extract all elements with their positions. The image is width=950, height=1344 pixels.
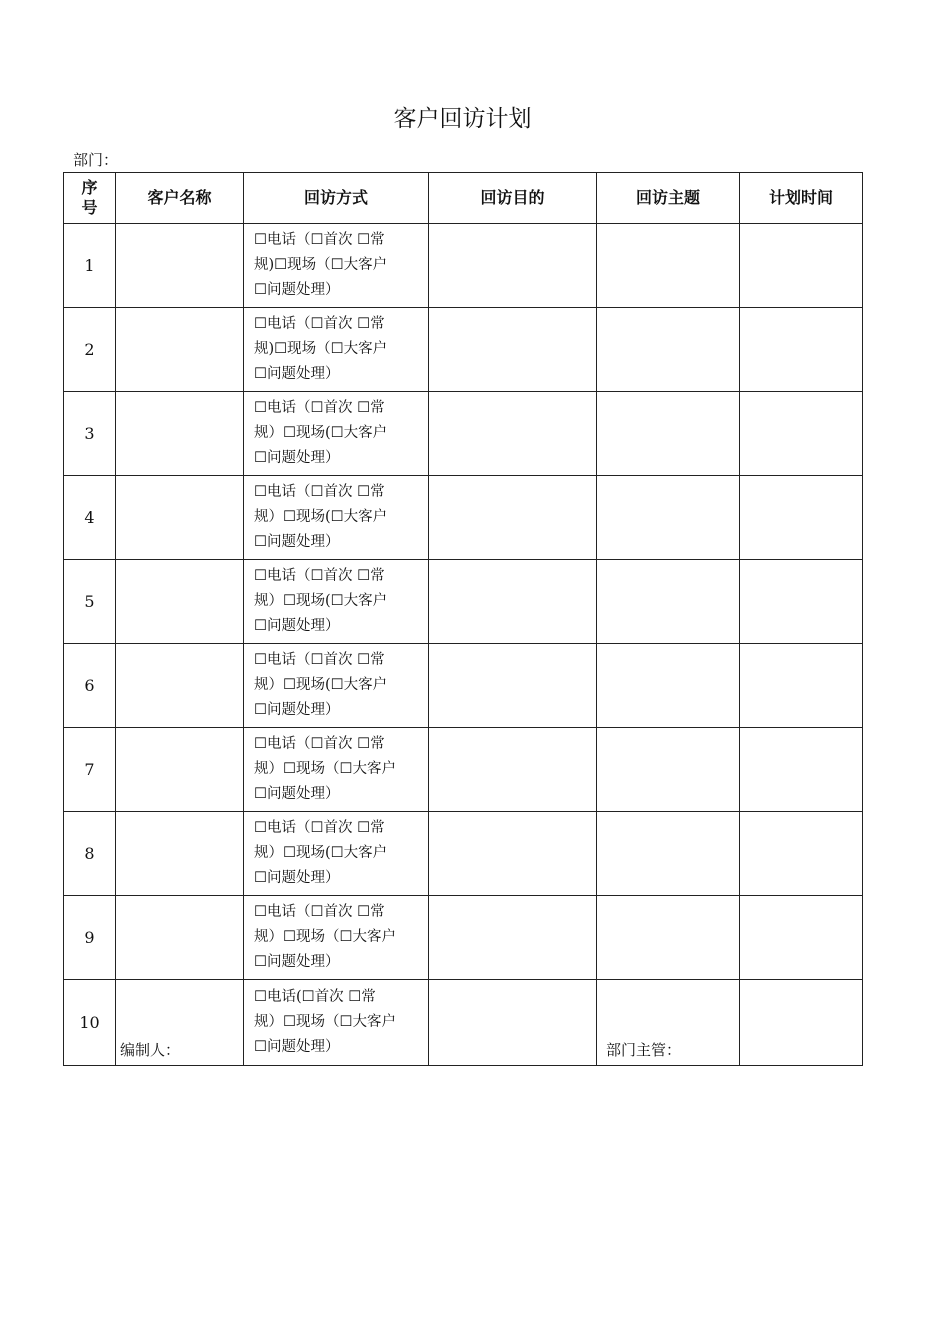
method-line: 规）☐现场(☐大客户 <box>254 425 388 441</box>
header-client-name: 客户名称 <box>116 173 244 224</box>
method-line: ☐电话(☐首次 ☐常 <box>254 989 376 1005</box>
plan-time-cell[interactable] <box>740 560 863 644</box>
table-row <box>64 308 863 392</box>
purpose-cell[interactable] <box>429 224 597 308</box>
purpose-cell[interactable] <box>429 896 597 980</box>
purpose-cell[interactable] <box>429 476 597 560</box>
table-header-row <box>64 173 863 224</box>
method-cell[interactable] <box>244 812 429 896</box>
method-line: ☐问题处理） <box>254 954 340 970</box>
client-name-cell[interactable] <box>116 308 244 392</box>
method-line: ☐问题处理） <box>254 702 340 718</box>
topic-cell[interactable] <box>597 392 740 476</box>
method-line: ☐电话（☐首次 ☐常 <box>254 316 385 332</box>
topic-cell[interactable] <box>597 728 740 812</box>
topic-cell[interactable] <box>597 560 740 644</box>
method-line: ☐问题处理） <box>254 366 340 382</box>
purpose-cell[interactable] <box>429 392 597 476</box>
method-line: ☐电话（☐首次 ☐常 <box>254 232 385 248</box>
plan-time-cell[interactable] <box>740 308 863 392</box>
author-label: 编制人： <box>120 1041 181 1059</box>
table-row <box>64 812 863 896</box>
method-line: ☐电话（☐首次 ☐常 <box>254 568 385 584</box>
header-seq-line1: 序 <box>81 178 98 197</box>
row-seq: 5 <box>64 560 116 644</box>
department-label: 部门： <box>73 151 119 169</box>
row-seq: 9 <box>64 896 116 980</box>
plan-time-cell[interactable] <box>740 896 863 980</box>
client-name-cell[interactable] <box>116 392 244 476</box>
method-cell[interactable] <box>244 476 429 560</box>
topic-cell[interactable] <box>597 476 740 560</box>
table-row <box>64 224 863 308</box>
row-seq: 4 <box>64 476 116 560</box>
header-seq-line2: 号 <box>81 198 98 217</box>
topic-cell[interactable] <box>597 812 740 896</box>
plan-time-cell[interactable] <box>740 224 863 308</box>
header-plan-time: 计划时间 <box>740 173 863 224</box>
client-name-cell[interactable] <box>116 644 244 728</box>
method-cell[interactable] <box>244 308 429 392</box>
plan-time-cell[interactable] <box>740 728 863 812</box>
method-cell[interactable] <box>244 644 429 728</box>
method-line: 规）☐现场（☐大客户 <box>254 929 396 945</box>
method-cell[interactable] <box>244 728 429 812</box>
purpose-cell[interactable] <box>429 812 597 896</box>
row-seq: 7 <box>64 728 116 812</box>
method-cell[interactable] <box>244 980 429 1066</box>
method-line: 规）☐现场（☐大客户 <box>254 1014 396 1030</box>
method-line: 规）☐现场(☐大客户 <box>254 593 388 609</box>
purpose-cell[interactable] <box>429 728 597 812</box>
topic-cell[interactable] <box>597 644 740 728</box>
purpose-cell[interactable] <box>429 644 597 728</box>
purpose-cell[interactable] <box>429 308 597 392</box>
visit-plan-table <box>63 172 863 1066</box>
topic-cell[interactable] <box>597 308 740 392</box>
method-line: ☐电话（☐首次 ☐常 <box>254 820 385 836</box>
method-line: ☐电话（☐首次 ☐常 <box>254 736 385 752</box>
row-seq: 3 <box>64 392 116 476</box>
client-name-cell[interactable] <box>116 224 244 308</box>
table-row <box>64 476 863 560</box>
method-line: ☐电话（☐首次 ☐常 <box>254 484 385 500</box>
table-row <box>64 392 863 476</box>
method-line: 规)☐现场（☐大客户 <box>254 341 388 357</box>
method-line: ☐问题处理） <box>254 282 340 298</box>
method-line: 规）☐现场(☐大客户 <box>254 509 388 525</box>
table-row <box>64 980 863 1066</box>
plan-time-cell[interactable] <box>740 980 863 1066</box>
row-seq: 6 <box>64 644 116 728</box>
method-line: 规）☐现场（☐大客户 <box>254 761 396 777</box>
method-line: 规）☐现场(☐大客户 <box>254 845 388 861</box>
purpose-cell[interactable] <box>429 980 597 1066</box>
topic-cell[interactable] <box>597 224 740 308</box>
row-seq: 2 <box>64 308 116 392</box>
method-line: ☐电话（☐首次 ☐常 <box>254 904 385 920</box>
plan-time-cell[interactable] <box>740 392 863 476</box>
row-seq: 8 <box>64 812 116 896</box>
table-row <box>64 896 863 980</box>
header-method: 回访方式 <box>244 173 429 224</box>
page-title: 客户回访计划 <box>393 106 532 132</box>
method-line: 规)☐现场（☐大客户 <box>254 257 388 273</box>
plan-time-cell[interactable] <box>740 476 863 560</box>
table-row <box>64 560 863 644</box>
client-name-cell[interactable] <box>116 812 244 896</box>
client-name-cell[interactable] <box>116 896 244 980</box>
method-line: ☐问题处理） <box>254 786 340 802</box>
method-line: ☐问题处理） <box>254 1039 340 1055</box>
method-cell[interactable] <box>244 896 429 980</box>
client-name-cell[interactable] <box>116 476 244 560</box>
method-line: ☐问题处理） <box>254 870 340 886</box>
header-seq <box>64 173 116 224</box>
topic-cell[interactable] <box>597 896 740 980</box>
method-line: 规）☐现场(☐大客户 <box>254 677 388 693</box>
method-cell[interactable] <box>244 560 429 644</box>
header-topic: 回访主题 <box>597 173 740 224</box>
method-line: ☐电话（☐首次 ☐常 <box>254 400 385 416</box>
purpose-cell[interactable] <box>429 560 597 644</box>
row-seq: 1 <box>64 224 116 308</box>
method-cell[interactable] <box>244 224 429 308</box>
table-row <box>64 644 863 728</box>
method-line: ☐问题处理） <box>254 618 340 634</box>
manager-label: 部门主管： <box>606 1041 682 1059</box>
plan-time-cell[interactable] <box>740 644 863 728</box>
client-name-cell[interactable] <box>116 728 244 812</box>
method-line: ☐电话（☐首次 ☐常 <box>254 652 385 668</box>
method-line: ☐问题处理） <box>254 450 340 466</box>
method-line: ☐问题处理） <box>254 534 340 550</box>
plan-time-cell[interactable] <box>740 812 863 896</box>
row-seq: 10 <box>64 980 116 1066</box>
table-row <box>64 728 863 812</box>
client-name-cell[interactable] <box>116 560 244 644</box>
header-purpose: 回访目的 <box>429 173 597 224</box>
method-cell[interactable] <box>244 392 429 476</box>
